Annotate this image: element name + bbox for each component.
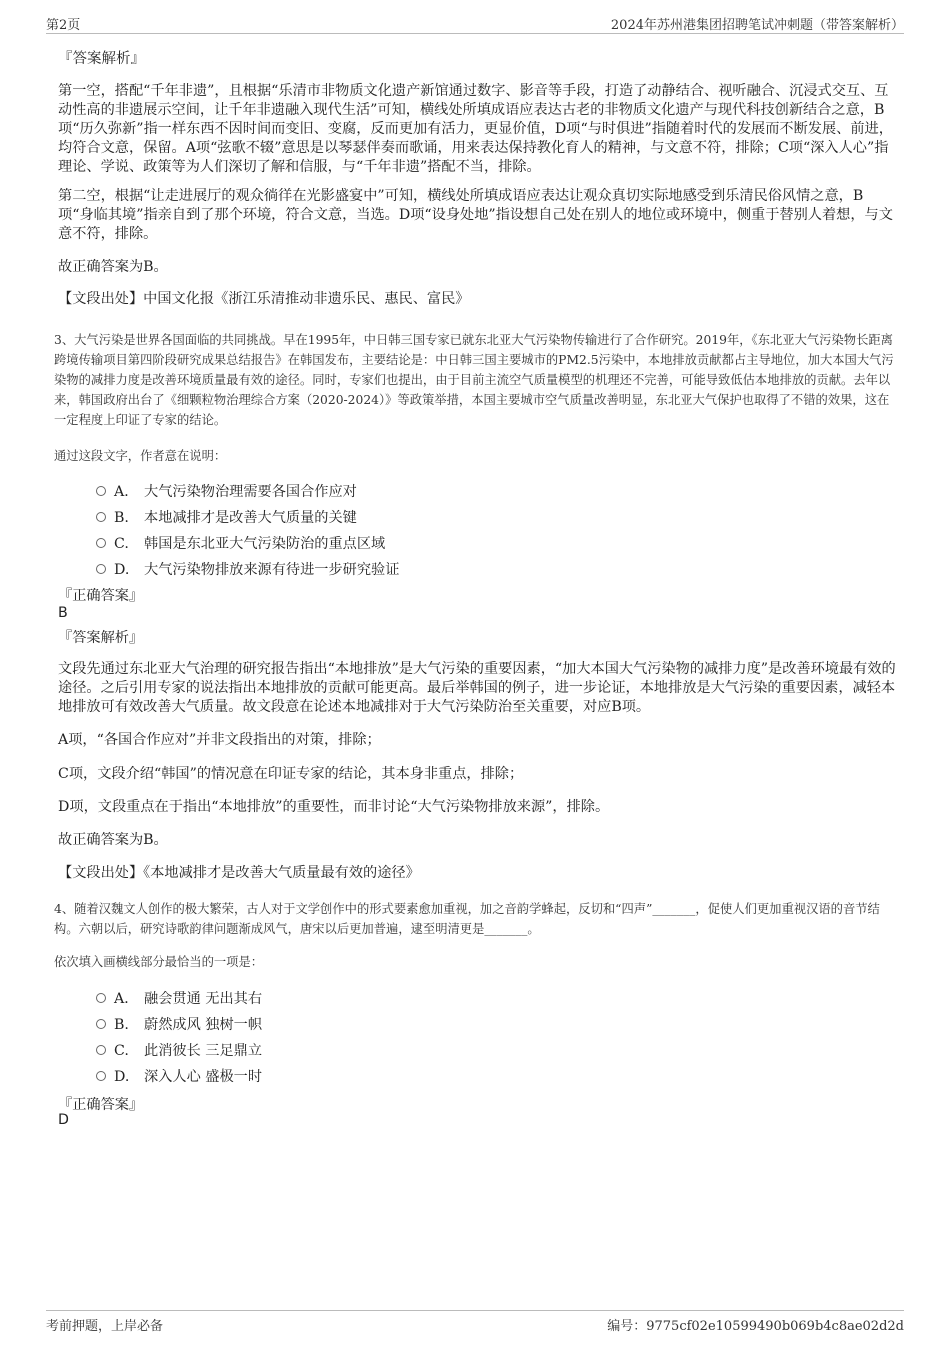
question-3-prompt: 通过这段文字，作者意在说明：	[54, 449, 227, 463]
option-b[interactable]: B. 本地减排才是改善大气质量的关键	[96, 507, 357, 527]
option-a[interactable]: A． 大气污染物治理需要各国合作应对	[96, 481, 357, 501]
conclusion: 故正确答案为B。	[58, 259, 168, 275]
analysis-paragraph: 文段先通过东北亚大气治理的研究报告指出“本地排放”是大气污染的重要因素，“加大本国大气污染物的减排力度”是改善环境最有效的途径。之后引用专家的说法指出本地排放的贡献可能更高。最后举韩国的例子，进一步论证，本地排放是大气污染的重要因素，减轻本地排放可有效改善大气质量。故文段意在论述本地减排对于大气污染防治至关重要，对应B项。	[58, 661, 896, 715]
radio-icon[interactable]	[96, 564, 106, 574]
correct-answer: B	[58, 605, 68, 621]
correct-answer: D	[58, 1112, 69, 1128]
analysis-paragraph: D项，文段重点在于指出“本地排放”的重要性，而非讨论“大气污染物排放来源”，排除。	[58, 799, 610, 815]
option-a[interactable]: A． 融会贯通 无出其右	[96, 988, 262, 1008]
source-citation: 【文段出处】《本地减排才是改善大气质量最有效的途径》	[58, 865, 420, 881]
radio-icon[interactable]	[96, 1019, 106, 1029]
radio-icon[interactable]	[96, 1045, 106, 1055]
question-4-prompt: 依次填入画横线部分最恰当的一项是：	[54, 955, 264, 969]
analysis-label: 『答案解析』	[58, 630, 144, 646]
radio-icon[interactable]	[96, 486, 106, 496]
source-citation: 【文段出处】中国文化报《浙江乐清推动非遗乐民、惠民、富民》	[58, 291, 470, 307]
correct-answer-label: 『正确答案』	[58, 1097, 144, 1113]
radio-icon[interactable]	[96, 512, 106, 522]
analysis-paragraph: 第一空，搭配“千年非遗”，且根据“乐清市非物质文化遗产新馆通过数字、影音等手段，打造了动静结合、视听融合、沉浸式交互、互动性高的非遗展示空间，让千年非遗融入现代生活”可知，横线处所填成语应表达古老的非物质文化遗产与现代科技创新结合之意，B项“历久弥新”指一样东西不因时间而变旧、变腐，反而更加有活力，更显价值，D项“与时俱进”指随着时代的发展而不断发展、前进，均符合文意，保留。A项“弦歌不辍”意思是以琴瑟伴奏而歌诵，用来表达保持教化育人的精神，与文意不符，排除；C项“深入人心”指理论、学说、政策等为人们深切了解和信服，与“千年非遗”搭配不当，排除。	[58, 83, 893, 175]
analysis-paragraph: 第二空，根据“让走进展厅的观众徜徉在光影盛宴中”可知，横线处所填成语应表达让观众真切实际地感受到乐清民俗风情之意，B项“身临其境”指亲自到了那个环境，符合文意，当选。D项“设身处地”指设想自己处在别人的地位或环境中，侧重于替别人着想，与文意不符，排除。	[58, 188, 893, 242]
footer-slogan: 考前押题，上岸必备	[46, 1319, 164, 1334]
page-number: 第2页	[46, 18, 81, 33]
correct-answer-label: 『正确答案』	[58, 588, 144, 604]
conclusion: 故正确答案为B。	[58, 832, 168, 848]
question-3-stem: 3、大气污染是世界各国面临的共同挑战。早在1995年，中日韩三国专家已就东北亚大气污染物传输进行了合作研究。2019年，《东北亚大气污染物长距离跨境传输项目第四阶段研究成果总结报告》在韩国发布，主要结论是：中日韩三国主要城市的PM2.5污染中，本地排放贡献都占主导地位，加大本国大气污染物的减排力度是改善环境质量最有效的途径。同时，专家们也提出，由于目前主流空气质量模型的机理还不完善，可能导致低估本地排放的贡献。去年以来，韩国政府出台了《细颗粒物治理综合方案（2020-2024）》等政策举措，本国主要城市空气质量改善明显，东北亚大气保护也取得了不错的效果，这在一定程度上印证了专家的结论。	[54, 333, 894, 427]
radio-icon[interactable]	[96, 538, 106, 548]
question-4-stem: 4、随着汉魏文人创作的极大繁荣，古人对于文学创作中的形式要素愈加重视，加之音韵学蜂起，反切和“四声”_______，促使人们更加重视汉语的音节结构。六朝以后，研究诗歌韵律问题渐成风气，唐宋以后更加普遍，逮至明清更是_______。	[54, 902, 880, 936]
option-c[interactable]: C. 此消彼长 三足鼎立	[96, 1040, 262, 1060]
radio-icon[interactable]	[96, 1071, 106, 1081]
radio-icon[interactable]	[96, 993, 106, 1003]
analysis-paragraph: A项，“各国合作应对”并非文段指出的对策，排除；	[58, 732, 381, 748]
analysis-label: 『答案解析』	[58, 51, 145, 67]
page-footer	[46, 1310, 904, 1335]
analysis-paragraph: C项，文段介绍“韩国”的情况意在印证专家的结论，其本身非重点，排除；	[58, 766, 524, 782]
option-d[interactable]: D. 大气污染物排放来源有待进一步研究验证	[96, 559, 399, 579]
option-b[interactable]: B. 蔚然成风 独树一帜	[96, 1014, 262, 1034]
option-d[interactable]: D. 深入人心 盛极一时	[96, 1066, 262, 1086]
document-title: 2024年苏州港集团招聘笔试冲刺题（带答案解析）	[610, 18, 904, 33]
page-header	[46, 14, 904, 34]
document-id: 编号：9775cf02e10599490b069b4c8ae02d2d	[607, 1319, 904, 1334]
option-c[interactable]: C. 韩国是东北亚大气污染防治的重点区域	[96, 533, 385, 553]
